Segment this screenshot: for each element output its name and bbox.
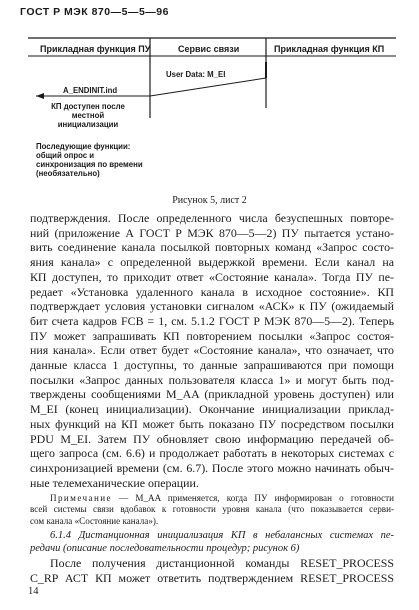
body-line: PDU M_EI. Затем ПУ обновляет свою информацию передачей об- — [30, 431, 394, 446]
section-heading-line: 6.1.4 Дистанционная инициализация КП в небалансных системах пе- — [50, 530, 394, 541]
body-line: подтверждает условия установки сигналом «АСК» к ПУ (ожидаемый — [30, 299, 394, 314]
note-kp-line: КП доступен после — [51, 102, 125, 111]
note-kp-available — [36, 102, 140, 129]
note-line-3: сом канала «Состояние канала»). — [30, 515, 159, 526]
note-followup-functions — [36, 142, 143, 178]
section-body — [30, 556, 394, 585]
body-line: КП доступен, то приходит ответ «Состояние канала». Тогда ПУ пе- — [30, 269, 394, 284]
body-line: M_EI (конец инициализации). Окончание инициализации приклад- — [30, 402, 394, 417]
page-number: 14 — [28, 586, 39, 597]
section-body-line: После получения дистанционной команды RESET_PROCESS — [50, 556, 394, 570]
body-line: ных функций на КП может быть показано ПУ посредством посылки — [30, 416, 394, 431]
body-line: посылки «Запрос данных пользователя класса 1» и могут быть под- — [30, 372, 394, 387]
note-line-1 — [30, 493, 394, 504]
body-line: вить соединение канала посылкой повторных команд «Запрос состо- — [30, 240, 394, 255]
column-label-pu: Прикладная функция ПУ — [40, 44, 151, 54]
body-line: ния канала». Если ответ будет «Состояние канала», что означает, что — [30, 343, 394, 358]
note-text: — M_AA применяется, когда ПУ информирован о готовности — [111, 493, 394, 503]
body-line: бит счета кадров FCB = 1, см. 5.1.2 ГОСТ Р МЭК 870—5—2). Теперь — [30, 313, 394, 328]
body-line: ний (приложение А ГОСТ Р МЭК 870—5—2) ПУ пытается устано- — [30, 225, 394, 240]
document-header: ГОСТ Р МЭК 870—5—5—96 — [20, 6, 169, 18]
body-line: ПУ может запрашивать КП повторением посылки «Запрос состоя- — [30, 328, 394, 343]
note-line-2: всей системы связи вдобавок к готовности уровня канала (что показывается серви- — [30, 504, 394, 515]
arrow-head-icon — [36, 93, 44, 99]
body-line: данные класса 1 доступны, то данные запрашиваются при помощи — [30, 358, 394, 373]
message-user-data: User Data: M_EI — [166, 70, 226, 79]
section-body-line: С_RP АСТ КП может ответить подтверждением RESET_PROCESS — [30, 570, 394, 585]
body-line: тверждены сообщениями M_AA (прикладной уровень доступен) или — [30, 387, 394, 402]
body-line: синхронизацией времени (см. 6.7). После этого можно начинать обыч- — [30, 460, 394, 475]
column-label-kp: Прикладная функция КП — [274, 44, 385, 54]
note-block — [30, 493, 394, 527]
body-line: ные телемеханические операции. — [30, 475, 199, 490]
body-line: редает «Установка удаленного канала в исходное состояние». КП — [30, 284, 394, 299]
column-label-link: Сервис связи — [178, 44, 240, 54]
note-followup-line: общий опрос и — [36, 151, 95, 160]
note-kp-line: местной — [71, 111, 105, 120]
note-label: Примечание — [50, 493, 112, 503]
body-line: подтверждения. После определенного числа безуспешных повторе- — [30, 211, 394, 225]
note-followup-line: синхронизация по времени — [36, 160, 143, 169]
note-kp-line: инициализации — [57, 120, 119, 129]
body-line: щего запроса (см. 6.6) и продолжает работать в некоторых системах с — [30, 446, 394, 461]
section-heading — [30, 529, 394, 555]
message-endinit: A_ENDINIT.ind — [63, 86, 118, 95]
note-followup-line: Последующие функции: — [36, 142, 131, 151]
section-heading-line: редачи (описание последовательности процедур; рисунок 6) — [30, 543, 300, 554]
body-paragraph — [30, 211, 394, 490]
figure-caption: Рисунок 5, лист 2 — [172, 195, 247, 206]
message-arrow-line — [150, 78, 266, 96]
note-followup-line: (необязательно) — [36, 169, 100, 178]
body-line: яния канала» с определенной выдержкой времени. Если канал на — [30, 255, 394, 270]
